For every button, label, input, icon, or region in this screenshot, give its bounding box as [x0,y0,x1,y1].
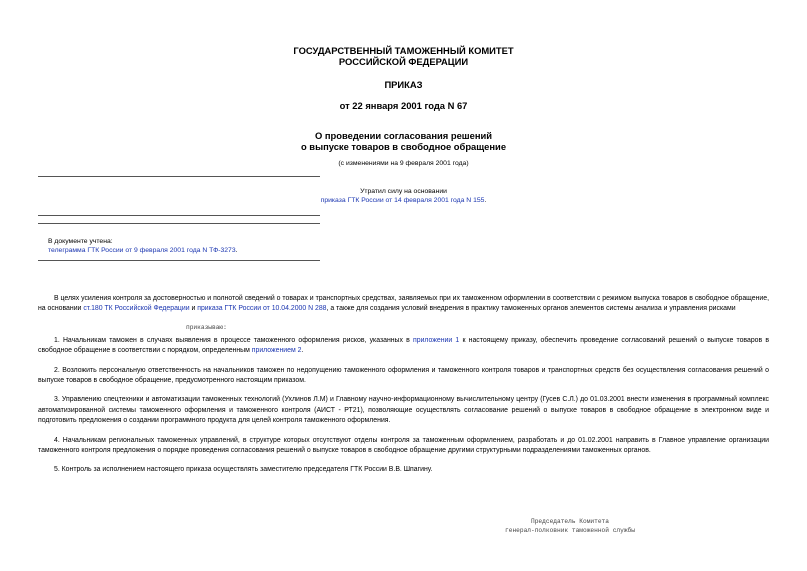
separator-line [38,176,320,177]
considered-link[interactable]: телеграмма ГТК России от 9 февраля 2001 года N ТФ-3273 [48,247,236,254]
org-line-1: ГОСУДАРСТВЕННЫЙ ТАМОЖЕННЫЙ КОМИТЕТ [293,45,514,56]
signature-block [470,517,670,535]
signature-line-2: генерал-полковник таможенной службы [505,527,635,534]
lost-force-text: Утратил силу на основании [360,188,447,195]
preamble-link-tk[interactable]: ст.180 ТК Российской Федерации [83,305,190,313]
doc-title [0,130,807,152]
lost-force-link[interactable]: приказа ГТК России от 14 февраля 2001 года N 155 [320,197,485,204]
org-name [0,45,807,67]
separator-line [38,223,320,224]
item1-link-annex1[interactable]: приложении 1 [413,336,460,344]
item-5: 5. Контроль за исполнением настоящего приказа осуществлять заместителю председателя ГТК России В.В. Шпагину. [54,466,433,474]
considered-block: В документе учтена: телеграмма ГТК России от 9 февраля 2001 года N ТФ-3273. [48,237,348,255]
doc-date: от 22 января 2001 года N 67 [339,100,468,111]
item-3: 3. Управлению спецтехники и автоматизации таможенных технологий (Ухлинов Л.М) и Главному научно-информационному вычислительному центру (Гусев С.Л.) до 01.03.2001 внести изменения в программный комплекс автоматизированной системы таможенного оформления и таможенного контроля (АИСТ - РТ21), позволяющие осуществлять согласование решений о выпуске товаров в свободное обращение в электронном виде и подготовить предложения о создании программного продукта для целей контроля таможенного оформления. [38,396,769,425]
title-line-2: о выпуске товаров в свободное обращение [300,141,507,152]
doc-type: ПРИКАЗ [384,79,423,90]
org-line-2: РОССИЙСКОЙ ФЕДЕРАЦИИ [338,56,469,67]
title-line-1: О проведении согласования решений [314,130,493,141]
order-word: приказываю: [186,323,227,331]
item1-link-annex2[interactable]: приложением 2 [251,347,302,355]
lost-force-block: Утратил силу на основании приказа ГТК России от 14 февраля 2001 года N 155. [240,187,567,205]
considered-label: В документе учтена: [48,238,113,245]
signature-line-1: Председатель Комитета [531,518,609,525]
separator-line [38,215,320,216]
amendments-note: (с изменениями на 9 февраля 2001 года) [338,160,469,167]
preamble: В целях усиления контроля за достоверностью и полнотой сведений о товарах и транспортных средствах, заявляемых при их таможенном оформлении в соответствии с режимом выпуска товаров в свободное обращение, на основании ст.180 ТК Российской Федерации и приказа ГТК России от 10.04.2000 N 288, а также для создания условий внедрения в практику таможенных органов элементов системы анализа и управления рисками [38,295,769,313]
preamble-link-order[interactable]: приказа ГТК России от 10.04.2000 N 288 [197,305,327,313]
separator-line [38,260,320,261]
item-2: 2. Возложить персональную ответственность на начальников таможен по недопущению таможенного оформления и таможенного контроля товаров и транспортных средств без осуществления согласования решений о выпуске товаров в свободное обращение, предусмотренного настоящим приказом. [38,366,769,385]
item-4: 4. Начальникам региональных таможенных управлений, в структуре которых отсутствуют отделы контроля за таможенным оформлением, разработать и до 01.02.2001 направить в Главное управление организации таможенного контроля предложения о порядке проведения согласования решений о выпуске товаров в свободное обращение другими структурными подразделениями таможенных органов. [38,436,769,455]
item-1: 1. Начальникам таможен в случаях выявления в процессе таможенного оформления рисков, указанных в приложении 1 к настоящему приказу, обеспечить проведение согласований решений о выпуске товаров в свободное обращение в соответствии с порядком, определенным приложением 2. [38,336,769,355]
document-body [38,294,769,476]
